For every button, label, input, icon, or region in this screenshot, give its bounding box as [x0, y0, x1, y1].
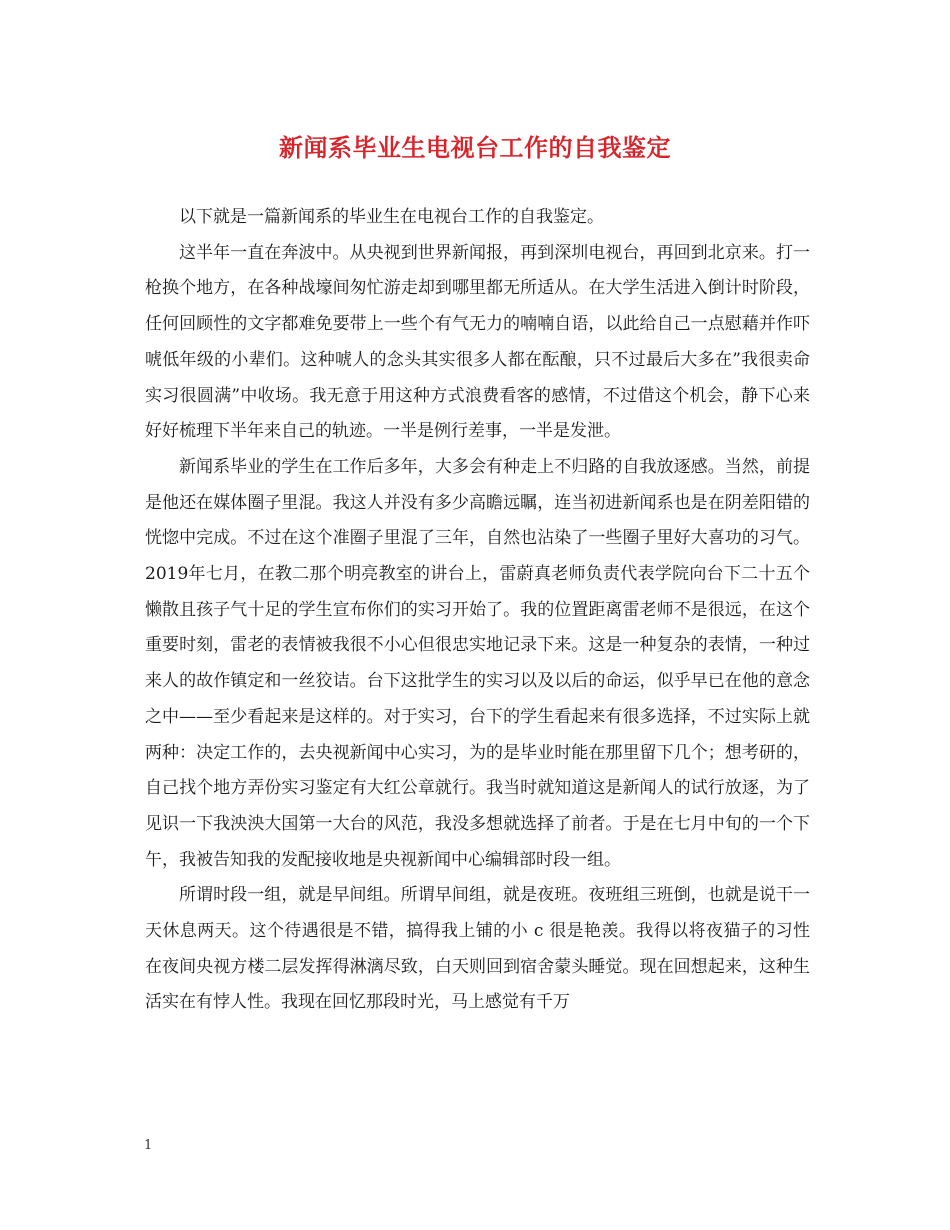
document-title: 新闻系毕业生电视台工作的自我鉴定 [279, 133, 671, 162]
paragraph-2: 新闻系毕业的学生在工作后多年，大多会有种走上不归路的自我放逐感。当然，前提是他还在媒体圈子里混。我这人并没有多少高瞻远瞩，连当初进新闻系也是在阴差阳错的恍惚中完成。不过在这个准圈子里混了三年，自然也沾染了一些圈子里好大喜功的习气。2019年七月，在教二那个明亮教室的讲台上，雷蔚真老师负责代表学院向台下二十五个懒散且孩子气十足的学生宣布你们的实习开始了。我的位置距离雷老师不是很远，在这个重要时刻，雷老的表情被我很不小心但很忠实地记录下来。这是一种复杂的表情，一种过来人的故作镇定和一丝狡诘。台下这批学生的实习以及以后的命运，似乎早已在他的意念之中——至少看起来是这样的。对于实习，台下的学生看起来有很多选择，不过实际上就两种：决定工作的，去央视新闻中心实习，为的是毕业时能在那里留下几个；想考研的，自己找个地方弄份实习鉴定有大红公章就行。我当时就知道这是新闻人的试行放逐，为了见识一下我泱泱大国第一大台的风范，我没多想就选择了前者。于是在七月中旬的一个下午，我被告知我的发配接收地是央视新闻中心编辑部时段一组。 [145, 456, 810, 870]
document-body [145, 200, 810, 1021]
page-number: 1 [144, 1138, 153, 1153]
paragraph-3: 所谓时段一组，就是早间组。所谓早间组，就是夜班。夜班组三班倒，也就是说干一天休息两天。这个待遇很是不错，搞得我上铺的小 c 很是艳羡。我得以将夜猫子的习性在夜间央视方楼二层发挥得淋漓尽致，白天则回到宿舍蒙头睡觉。现在回想起来，这种生活实在有悖人性。我现在回忆那段时光，马上感觉有千万 [145, 885, 810, 1013]
paragraph-1: 这半年一直在奔波中。从央视到世界新闻报，再到深圳电视台，再回到北京来。打一枪换个地方，在各种战壕间匆忙游走却到哪里都无所适从。在大学生活进入倒计时阶段，任何回顾性的文字都难免要带上一些个有气无力的喃喃自语，以此给自己一点慰藉并作吓唬低年级的小辈们。这种唬人的念头其实很多人都在酝酿，只不过最后大多在”我很卖命实习很圆满”中收场。我无意于用这种方式浪费看客的感情，不过借这个机会，静下心来好好梳理下半年来自己的轨迹。一半是例行差事，一半是发泄。 [145, 242, 810, 442]
paragraph-intro: 以下就是一篇新闻系的毕业生在电视台工作的自我鉴定。 [179, 207, 604, 227]
